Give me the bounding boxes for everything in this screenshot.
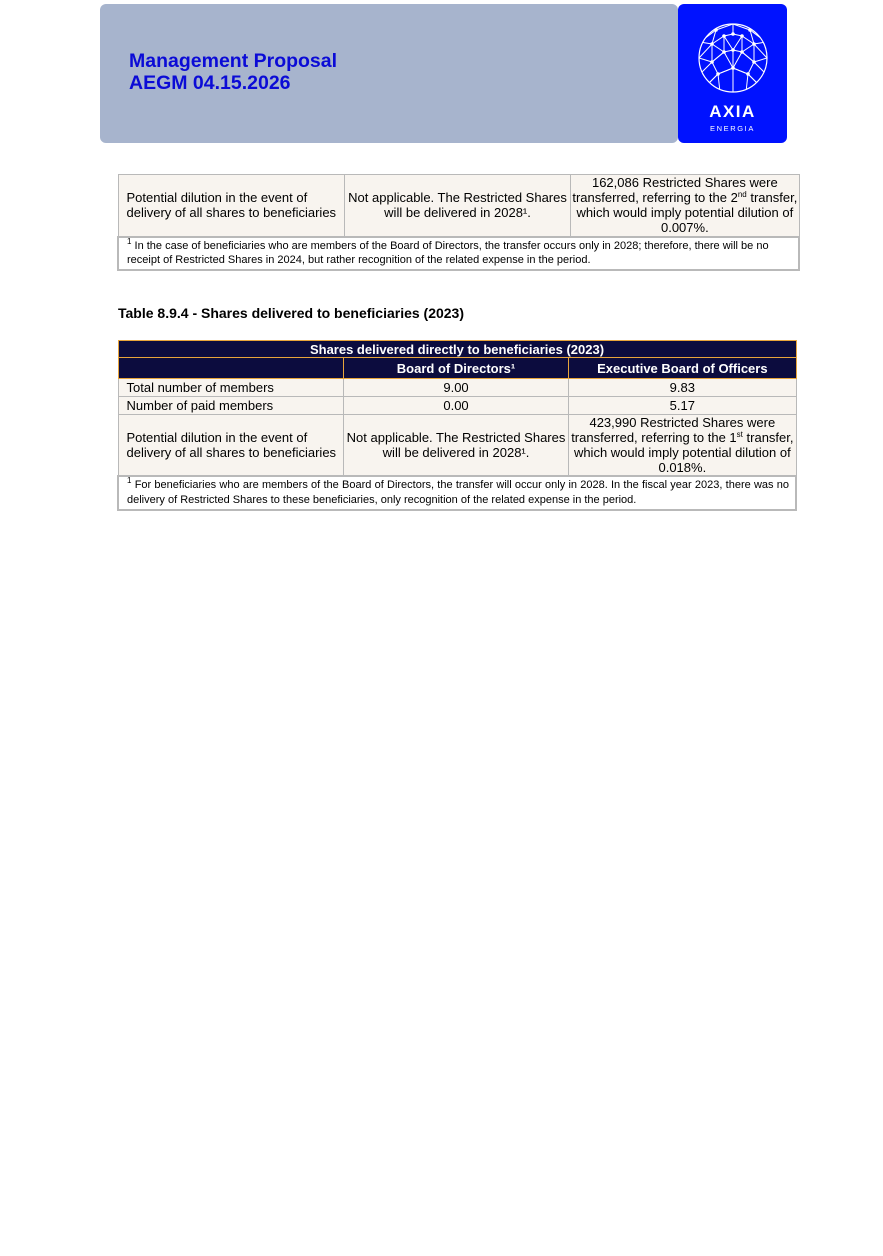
logo-subtitle: ENERGIA (710, 124, 755, 133)
board-cell: 9.00 (343, 379, 568, 397)
table-row (118, 415, 796, 477)
board-cell: Not applicable. The Restricted Shares will be delivered in 2028¹. (343, 415, 568, 477)
table-previous-continuation (117, 174, 800, 271)
table-shares-2023 (117, 340, 797, 511)
table-row (118, 397, 796, 415)
column-header-board: Board of Directors¹ (343, 358, 568, 379)
table-row (118, 379, 796, 397)
footnote (118, 237, 799, 270)
table-row (118, 175, 799, 237)
column-header-exec: Executive Board of Officers (569, 358, 796, 379)
row-label: Number of paid members (118, 397, 343, 415)
exec-text-1: 162,086 Restricted Shares were transferred, referring to the 2 (572, 175, 778, 206)
board-cell: Not applicable. The Restricted Shares will be delivered in 2028¹. (344, 175, 570, 237)
exec-text-2: transfer, which would imply potential dilution of 0.007%. (576, 190, 798, 236)
globe-icon (698, 22, 768, 94)
footnote (118, 476, 796, 510)
logo-wordmark: AXIA (709, 102, 756, 121)
table-header-row (118, 358, 796, 379)
footnote-text: For beneficiaries who are members of the Board of Directors, the transfer will occur only in 2028. In the fiscal year 2023, there was no delivery of Restricted Shares to these beneficiaries, only recognition of the related expense in the period. (127, 479, 789, 506)
footnote-text: In the case of beneficiaries who are members of the Board of Directors, the transfer occurs only in 2028; therefore, there will be no receipt of Restricted Shares in 2024, but rather recognition of the related expense in the period. (127, 239, 769, 266)
document-title (129, 50, 337, 94)
footnote-row (118, 476, 796, 510)
ordinal-suffix: st (736, 430, 743, 439)
exec-cell: 9.83 (569, 379, 796, 397)
board-cell: 0.00 (343, 397, 568, 415)
exec-cell (571, 175, 799, 237)
exec-cell (569, 415, 796, 477)
row-label: Total number of members (118, 379, 343, 397)
exec-text-2: transfer, which would imply potential dilution of 0.018%. (573, 430, 794, 475)
table-title-row (118, 341, 796, 358)
title-line-1: Management Proposal (129, 50, 338, 72)
row-label: Potential dilution in the event of delivery of all shares to beneficiaries (118, 415, 343, 477)
company-logo (678, 4, 787, 143)
exec-cell: 5.17 (569, 397, 796, 415)
title-line-2: AEGM 04.15.2026 (129, 72, 291, 94)
ordinal-suffix: nd (737, 190, 747, 200)
footnote-mark: 1 (127, 476, 132, 485)
exec-text-1: 423,990 Restricted Shares were transferred, referring to the 1 (571, 415, 776, 445)
header-banner (100, 4, 678, 143)
row-label: Potential dilution in the event of delivery of all shares to beneficiaries (118, 175, 344, 237)
footnote-row (118, 237, 799, 270)
header-empty (118, 358, 343, 379)
table-caption: Table 8.9.4 - Shares delivered to beneficiaries (2023) (118, 305, 465, 321)
table-title: Shares delivered directly to beneficiaries (2023) (118, 341, 796, 358)
footnote-mark: 1 (127, 236, 132, 246)
